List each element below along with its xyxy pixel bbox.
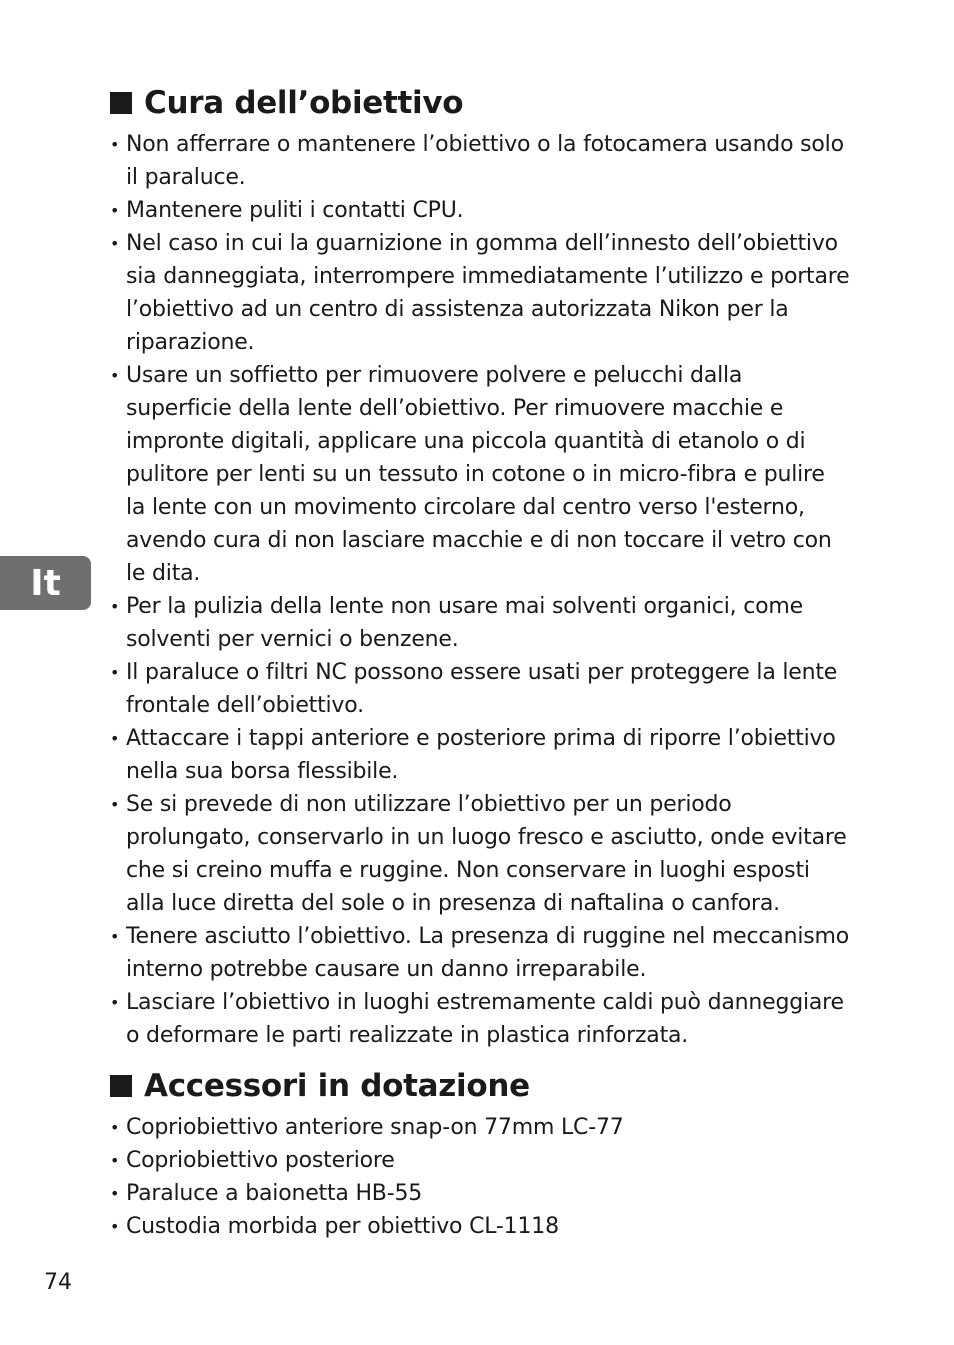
list-item: • Paraluce a baionetta HB-55 xyxy=(110,1177,850,1210)
section-title: Cura dell’obiettivo xyxy=(144,85,464,121)
section-heading xyxy=(110,84,850,122)
list-item: • Non afferrare o mantenere l’obiettivo o la fotocamera usando solo il paraluce. xyxy=(110,128,850,194)
section-supplied-accessories xyxy=(110,1067,850,1243)
section-title: Accessori in dotazione xyxy=(144,1068,530,1104)
bullet-list xyxy=(110,1111,850,1243)
language-tab: It xyxy=(0,556,91,610)
list-item: • Usare un soffietto per rimuovere polvere e pelucchi dalla superficie della lente dell’obiettivo. Per rimuovere macchie e impronte digitali, applicare una piccola quantità di etanolo o di pulitore per lenti su un tessuto in cotone o in micro-fibra e pulire la lente con un movimento circolare dal centro verso l'esterno, avendo cura di non lasciare macchie e di non toccare il vetro con le dita. xyxy=(110,359,850,590)
list-item: • Attaccare i tappi anteriore e posteriore prima di riporre l’obiettivo nella sua borsa flessibile. xyxy=(110,722,850,788)
page-number: 74 xyxy=(44,1270,72,1295)
list-item: • Copriobiettivo anteriore snap-on 77mm LC-77 xyxy=(110,1111,850,1144)
list-item: • Per la pulizia della lente non usare mai solventi organici, come solventi per vernici o benzene. xyxy=(110,590,850,656)
list-item: • Mantenere puliti i contatti CPU. xyxy=(110,194,850,227)
section-lens-care xyxy=(110,84,850,1052)
list-item: • Il paraluce o filtri NC possono essere usati per proteggere la lente frontale dell’obiettivo. xyxy=(110,656,850,722)
list-item: • Copriobiettivo posteriore xyxy=(110,1144,850,1177)
list-item: • Custodia morbida per obiettivo CL-1118 xyxy=(110,1210,850,1243)
list-item: • Se si prevede di non utilizzare l’obiettivo per un periodo prolungato, conservarlo in un luogo fresco e asciutto, onde evitare che si creino muffa e ruggine. Non conservare in luoghi esposti alla luce diretta del sole o in presenza di naftalina o canfora. xyxy=(110,788,850,920)
square-bullet-icon xyxy=(110,92,132,114)
list-item: • Nel caso in cui la guarnizione in gomma dell’innesto dell’obiettivo sia danneggiata, interrompere immediatamente l’utilizzo e portare l’obiettivo ad un centro di assistenza autorizzata Nikon per la riparazione. xyxy=(110,227,850,359)
bullet-list xyxy=(110,128,850,1052)
section-heading xyxy=(110,1067,850,1105)
list-item: • Lasciare l’obiettivo in luoghi estremamente caldi può danneggiare o deformare le parti realizzate in plastica rinforzata. xyxy=(110,986,850,1052)
square-bullet-icon xyxy=(110,1075,132,1097)
list-item: • Tenere asciutto l’obiettivo. La presenza di ruggine nel meccanismo interno potrebbe causare un danno irreparabile. xyxy=(110,920,850,986)
